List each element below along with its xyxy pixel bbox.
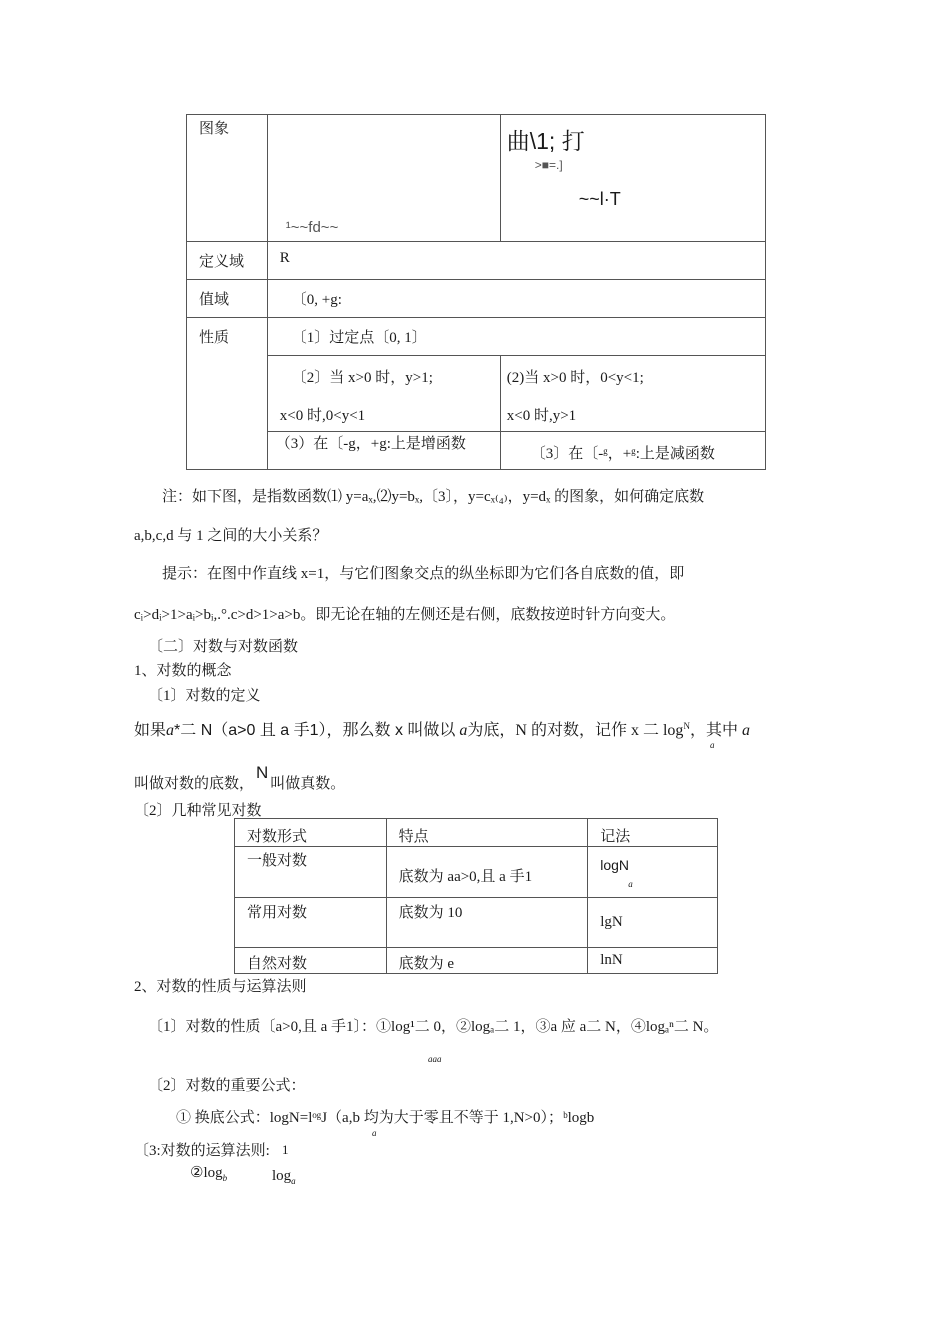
log-definition-line-2: 叫做对数的底数，N叫做真数。 <box>134 763 346 792</box>
change-of-base-sub: a <box>372 1128 377 1138</box>
row-natural-notation: lnN <box>588 948 718 974</box>
graph-right-bottom: ~~l·T <box>578 189 621 209</box>
log-properties-subscripts: aaa <box>428 1054 442 1064</box>
graph-left-cell <box>267 115 500 242</box>
subheading-operation-rules: 〔3:对数的运算法则: <box>134 1143 270 1159</box>
log-definition-line: 如果a*二 N（a>0 且 a 手1），那么数 x 叫做以 a为底，N 的对数，记作 x 二 $\log^N$，其中 a <box>134 721 750 739</box>
header-form: 对数形式 <box>235 819 387 847</box>
row-common-feature: 底数为 10 <box>386 898 588 948</box>
property-3-increasing: （3）在〔-g，+g:上是增函数 <box>267 432 500 470</box>
row-general-form: 一般对数 <box>235 847 387 898</box>
section-heading-logarithm: 〔二〕对数与对数函数 <box>148 639 299 655</box>
domain-label: 定义域 <box>187 242 268 280</box>
row-common-form: 常用对数 <box>235 898 387 948</box>
exponential-function-table <box>186 114 766 470</box>
common-logarithm-table <box>234 818 718 974</box>
header-feature: 特点 <box>386 819 588 847</box>
row-general-notation: logN a <box>588 847 718 898</box>
domain-value: R <box>267 242 765 280</box>
graph-right-title: 曲\1; 打 <box>506 128 585 154</box>
subheading-log-concept: 1、对数的概念 <box>134 663 232 679</box>
range-value: 〔0, +g: <box>267 280 765 318</box>
note-line-1: 注：如下图，是指数函数⑴ y=aₓ,⑵y=bₓ,〔3〕，y=cₓ₍₄₎，y=dₓ 的图象，如何确定底数 <box>162 489 705 505</box>
log-definition-base-sub: a <box>710 740 715 750</box>
rule-2-right: $\log_a$ <box>272 1168 296 1186</box>
property-1: 〔1〕过定点〔0, 1〕 <box>267 318 765 356</box>
property-2-decreasing: (2)当 x>0 时，0<y<1; x<0 时,y>1 <box>500 356 765 432</box>
row-natural-feature: 底数为 e <box>386 948 588 974</box>
hint-line-1: 提示：在图中作直线 x=1，与它们图象交点的纵坐标即为它们各自底数的值，即 <box>162 566 685 582</box>
property-3-decreasing: 〔3〕在〔-ᵍ，+ᵍ:上是减函数 <box>500 432 765 470</box>
range-label: 值域 <box>187 280 268 318</box>
row-common-notation: lgN <box>588 898 718 948</box>
note-line-2: a,b,c,d 与 1 之间的大小关系？ <box>134 528 328 544</box>
row-general-feature: 底数为 aa>0,且 a 手1 <box>386 847 588 898</box>
properties-label: 性质 <box>187 318 268 470</box>
hint-line-2: cᵢ>dᵢ>1>aᵢ>bᵢ,.°.c>d>1>a>b。即无论在轴的左侧还是右侧，底数按逆时针方向变大。 <box>134 607 676 623</box>
log-properties-line: 〔1〕对数的性质〔a>0,且 a 手1〕：①log¹二 0，②logₐ二 1，③a 应 a二 N，④logₐⁿ二 N。 <box>148 1019 719 1035</box>
graph-row-label: 图象 <box>187 115 268 242</box>
row-natural-form: 自然对数 <box>235 948 387 974</box>
change-of-base-formula: ① 换底公式：logN=lᵒᵍJ（a,b 均为大于零且不等于 1,N>0）；ᵇlogb <box>176 1110 595 1126</box>
property-2-increasing: 〔2〕当 x>0 时，y>1; x<0 时,0<y<1 <box>267 356 500 432</box>
graph-left-caption: ¹~~fd~~ <box>285 219 339 236</box>
section-heading-properties: 2、对数的性质与运算法则 <box>134 979 307 995</box>
subheading-log-definition: 〔1〕对数的定义 <box>148 688 261 704</box>
graph-right-cell <box>500 115 765 242</box>
operation-rules-mark: 1 <box>282 1142 289 1157</box>
rule-2-left: $②\log_b$ <box>190 1165 228 1183</box>
header-notation: 记法 <box>588 819 718 847</box>
graph-right-mid: >■=.] <box>534 158 563 172</box>
subheading-common-logs: 〔2〕几种常见对数 <box>134 803 262 819</box>
subheading-important-formulas: 〔2〕对数的重要公式： <box>148 1078 306 1094</box>
